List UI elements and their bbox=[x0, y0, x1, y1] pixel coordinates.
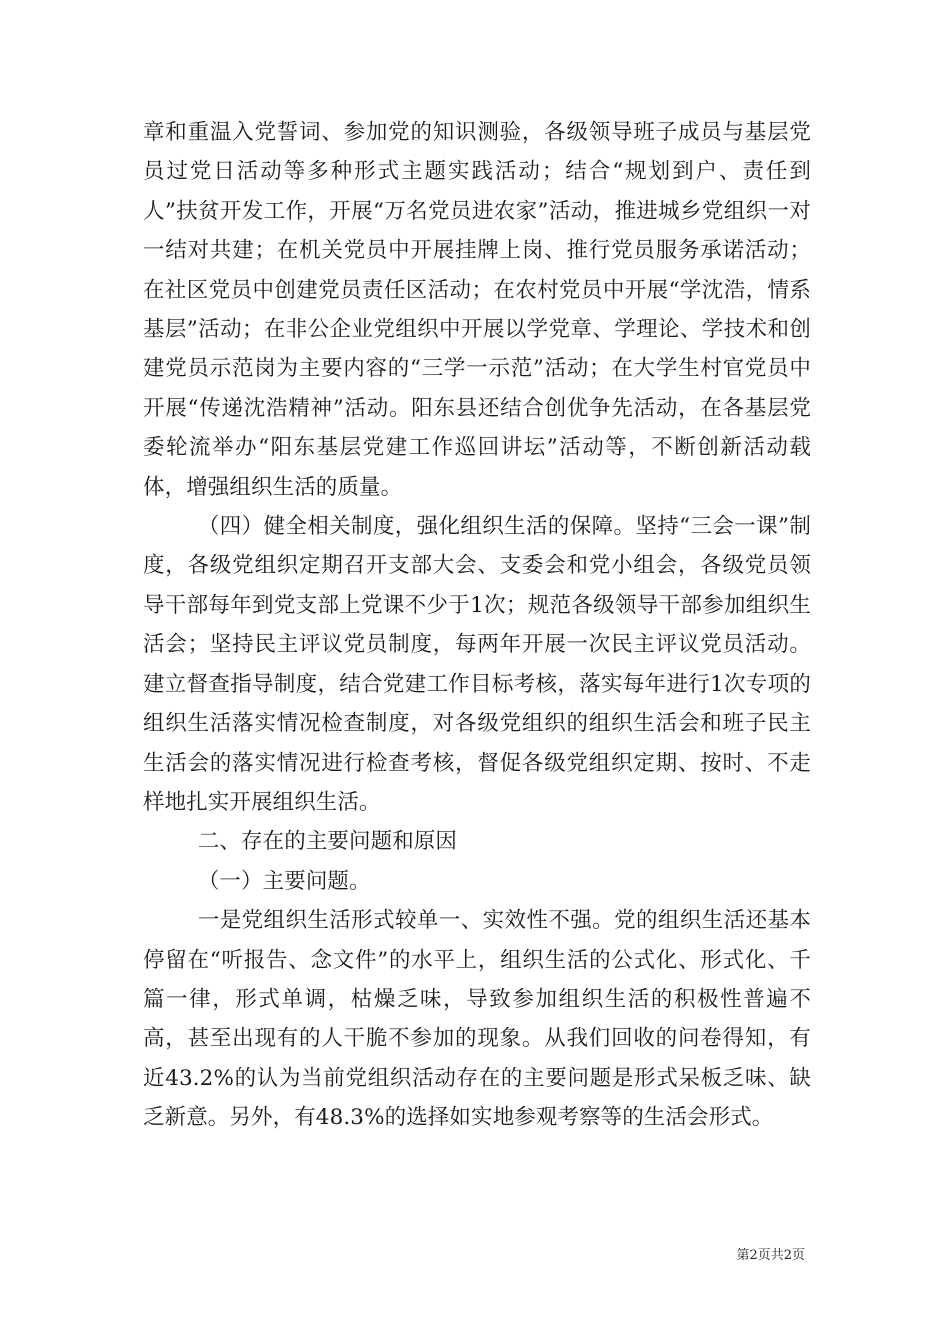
paragraph-system-guarantee: （四）健全相关制度，强化组织生活的保障。坚持“三会一课”制度，各级党组织定期召开支部大会、支委会和党小组会，各级党员领导干部每年到党支部上党课不少于1次；规范各级领导干部参加组织生活会；坚持民主评议党员制度，每两年开展一次民主评议党员活动。建立督查指导制度，结合党建工作目标考核，落实每年进行1次专项的组织生活落实情况检查制度，对各级党组织的组织生活会和班子民主生活会的落实情况进行检查考核，督促各级党组织定期、按时、不走样地扎实开展组织生活。 bbox=[143, 514, 811, 815]
paragraph-activities-continued: 章和重温入党誓词、参加党的知识测验，各级领导班子成员与基层党员过党日活动等多种形式主题实践活动；结合“规划到户、责任到人”扶贫开发工作，开展“万名党员进农家”活动，推进城乡党组织一对一结对共建；在机关党员中开展挂牌上岗、推行党员服务承诺活动；在社区党员中创建党员责任区活动；在农村党员中开展“学沈浩，情系基层”活动；在非公企业党组织中开展以学党章、学理论、学技术和创建党员示范岗为主要内容的“三学一示范”活动；在大学生村官党员中开展“传递沈浩精神”活动。阳东县还结合创优争先活动，在各基层党委轮流举办“阳东基层党建工作巡回讲坛”活动等，不断创新活动载体，增强组织生活的质量。 bbox=[143, 120, 811, 500]
subsection-heading-main-problems: （一）主要问题。 bbox=[197, 868, 371, 894]
section-heading-problems: 二、存在的主要问题和原因 bbox=[197, 829, 458, 855]
paragraph-problem-one: 一是党组织生活形式较单一、实效性不强。党的组织生活还基本停留在“听报告、念文件”的水平上，组织生活的公式化、形式化、千篇一律，形式单调，枯燥乏味，导致参加组织生活的积极性普遍不高，甚至出现有的人干脆不参加的现象。从我们回收的问卷得知，有近43.2%的认为当前党组织活动存在的主要问题是形式呆板乏味、缺乏新意。另外，有48.3%的选择如实地参观考察等的生活会形式。 bbox=[143, 908, 811, 1131]
document-body bbox=[143, 113, 811, 1138]
page-number: 第2页共2页 bbox=[736, 1248, 805, 1263]
